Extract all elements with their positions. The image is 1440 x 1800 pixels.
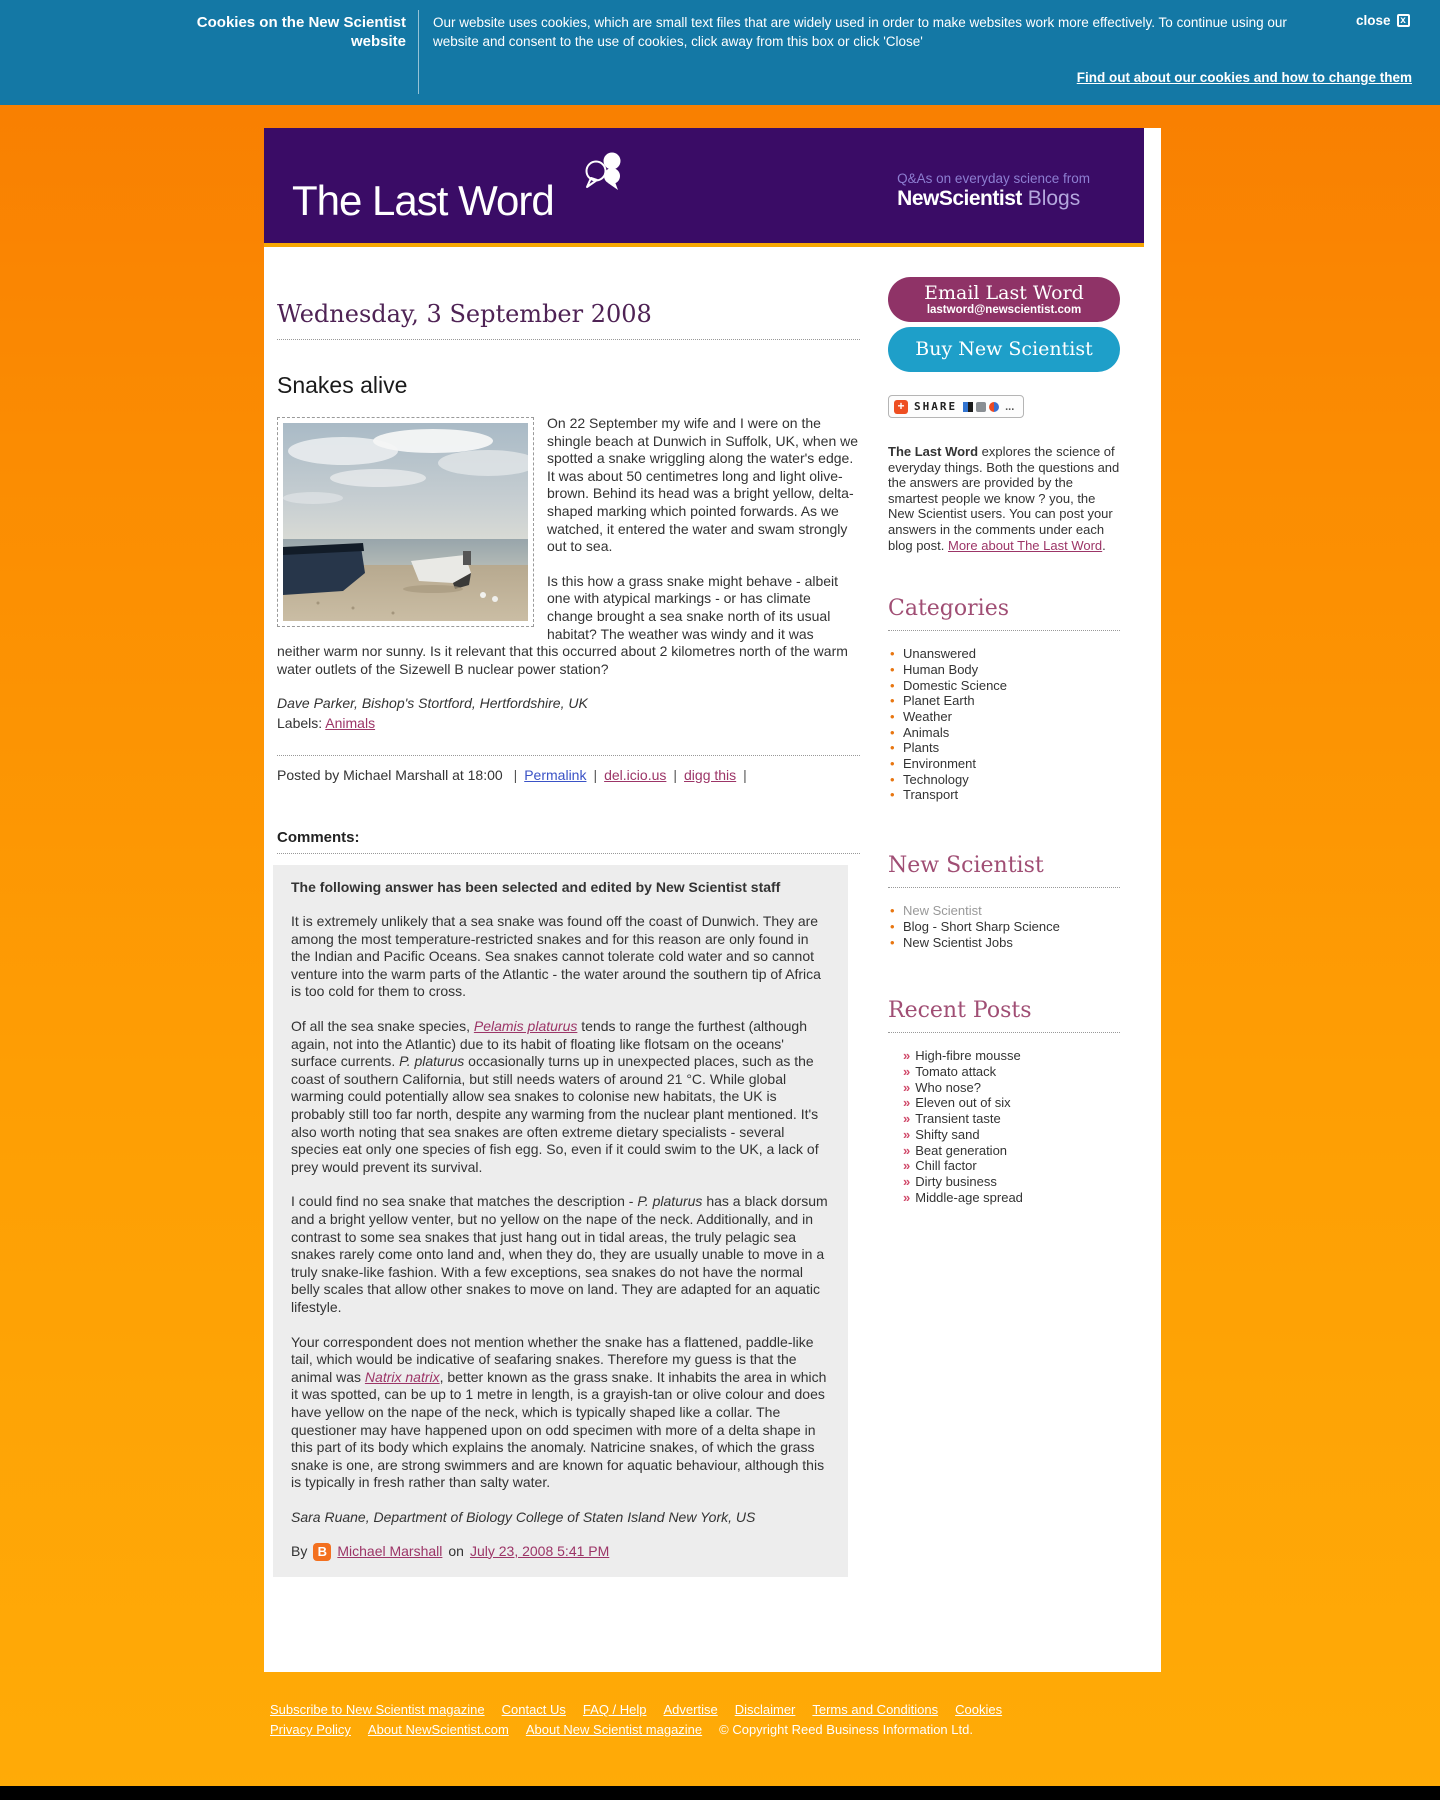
newscientist-item[interactable]: • Blog - Short Sharp Science bbox=[888, 919, 1120, 935]
post-action-link[interactable]: Permalink bbox=[524, 766, 587, 783]
chevron-icon: » bbox=[903, 1173, 911, 1189]
post-date-heading: Wednesday, 3 September 2008 bbox=[277, 300, 860, 340]
category-item[interactable]: • Environment bbox=[888, 756, 1120, 772]
footer-row2 bbox=[270, 1720, 1270, 1740]
byline-author-link[interactable]: Michael Marshall bbox=[337, 1542, 443, 1559]
cookie-banner bbox=[0, 0, 1440, 105]
bottom-black-bar bbox=[0, 1786, 1440, 1800]
comment-paragraph bbox=[291, 913, 830, 1001]
chevron-icon: » bbox=[903, 1142, 911, 1158]
chevron-icon: » bbox=[903, 1126, 911, 1142]
comment-body bbox=[291, 913, 830, 1492]
email-button-title: Email Last Word bbox=[924, 282, 1084, 304]
sidebar bbox=[888, 251, 1120, 1205]
newscientist-heading: New Scientist bbox=[888, 853, 1120, 888]
newscientist-logo: NewScientist bbox=[897, 187, 1022, 210]
comment-editor-note: The following answer has been selected and edited by New Scientist staff bbox=[291, 878, 781, 895]
text-segment: Your correspondent does not mention whether the snake has a flattened, paddle-like tail, which would be indicative of seafaring snakes. Therefore my guess is that the animal was bbox=[291, 1333, 814, 1385]
chevron-icon: » bbox=[903, 1048, 911, 1064]
recent-post-item[interactable] bbox=[888, 1143, 1120, 1159]
text-segment: occasionally turns up in unexpected places, such as the coast of southern California, but still needs waters of around 21 °C. While global warming could potentially allow sea snakes to colonise new habitats, the UK is probably still too far north, despite any warming from the nuclear plant mentioned. It's also worth noting that sea snakes are often extreme dietary specialists - several species eat only one species of fish egg. So, even if it could swim to the UK, a lack of prey would prevent its survival. bbox=[291, 1053, 819, 1175]
cookie-message: Our website uses cookies, which are small text files that are widely used in order to make websites work more effectively. To continue using our website and consent to the use of cookies, click away from this box or click 'Close' bbox=[433, 15, 1287, 49]
email-button-address: lastword@newscientist.com bbox=[926, 304, 1082, 316]
footer-link[interactable]: Terms and Conditions bbox=[812, 1702, 939, 1717]
recent-post-item[interactable] bbox=[888, 1158, 1120, 1174]
footer-link[interactable]: Subscribe to New Scientist magazine bbox=[270, 1702, 485, 1717]
category-item[interactable]: • Weather bbox=[888, 709, 1120, 725]
comment-paragraph bbox=[291, 1334, 830, 1492]
post-author: Dave Parker, Bishop's Stortford, Hertfordshire, UK bbox=[277, 695, 588, 712]
text-segment: Of all the sea snake species, bbox=[291, 1018, 474, 1035]
recent-post-item[interactable] bbox=[888, 1095, 1120, 1111]
italic-text: P. platurus bbox=[399, 1053, 465, 1070]
recent-post-label: Eleven out of six bbox=[915, 1095, 1011, 1111]
category-item[interactable]: • Animals bbox=[888, 725, 1120, 741]
cookie-close-label: close bbox=[1356, 13, 1391, 28]
footer-link[interactable]: Disclaimer bbox=[734, 1702, 796, 1717]
footer-link[interactable]: About NewScientist.com bbox=[367, 1722, 509, 1737]
text-segment: It is extremely unlikely that a sea snake was found off the coast of Dunwich. They are among the most temperature-restricted snakes and for this reason are only found in the Indian and Pacific Oceans. Sea snakes cannot tolerate cold water and so cannot venture into the warm parts of the Atlantic - the water around the southern tip of Africa is too cold for them to cross. bbox=[291, 913, 821, 1000]
recent-post-item[interactable] bbox=[888, 1080, 1120, 1096]
recent-post-item[interactable] bbox=[888, 1048, 1120, 1064]
category-item[interactable]: • Unanswered bbox=[888, 646, 1120, 662]
copyright-text: © Copyright Reed Business Information Ltd. bbox=[719, 1722, 973, 1737]
footer-link[interactable]: Privacy Policy bbox=[270, 1722, 351, 1737]
recent-post-label: Who nose? bbox=[915, 1079, 981, 1095]
comments-heading: Comments: bbox=[277, 829, 860, 854]
category-item[interactable]: • Human Body bbox=[888, 662, 1120, 678]
byline-date-link[interactable]: July 23, 2008 5:41 PM bbox=[469, 1542, 610, 1559]
cookie-find-out-link[interactable]: Find out about our cookies and how to change them bbox=[1076, 70, 1412, 85]
italic-text: P. platurus bbox=[637, 1193, 703, 1210]
masthead-tagline: Q&As on everyday science from bbox=[897, 171, 1090, 186]
post-labels bbox=[277, 715, 860, 733]
post-action-link[interactable]: del.icio.us bbox=[604, 766, 667, 783]
share-button[interactable] bbox=[888, 395, 1024, 418]
chevron-icon: » bbox=[903, 1111, 911, 1127]
recent-posts-heading: Recent Posts bbox=[888, 998, 1120, 1033]
category-item[interactable]: • Domestic Science bbox=[888, 678, 1120, 694]
recent-post-label: High-fibre mousse bbox=[915, 1048, 1021, 1064]
share-label: SHARE bbox=[914, 400, 958, 413]
cookie-close-button[interactable] bbox=[1356, 13, 1410, 28]
byline-by-label: By bbox=[291, 1542, 308, 1559]
categories-heading: Categories bbox=[888, 596, 1120, 631]
recent-post-label: Dirty business bbox=[915, 1173, 997, 1189]
recent-list bbox=[888, 1048, 1120, 1205]
about-text bbox=[888, 444, 1120, 553]
post-paragraph-2: Is this how a grass snake might behave - albeit one with atypical markings - or has climate change brought a sea snake north of its usual habitat? The weather was windy and it was neither warm nor sunny. Is it relevant that this occurred about 2 kilometres north of the warm water outlets of the Sizewell B nuclear power station? bbox=[277, 572, 848, 677]
buy-new-scientist-button[interactable]: Buy New Scientist bbox=[888, 327, 1120, 372]
email-last-word-button[interactable] bbox=[888, 277, 1120, 322]
chevron-icon: » bbox=[903, 1079, 911, 1095]
masthead-brand-block bbox=[897, 171, 1090, 211]
text-segment: I could find no sea snake that matches the description - bbox=[291, 1193, 638, 1210]
footer bbox=[270, 1700, 1270, 1740]
speech-bubbles-icon bbox=[582, 150, 628, 197]
cookie-banner-title: Cookies on the New Scientist website bbox=[196, 14, 406, 50]
comment-paragraph bbox=[291, 1018, 830, 1176]
label-link-animals[interactable]: Animals bbox=[325, 714, 376, 731]
post-paragraph-1: On 22 September my wife and I were on the shingle beach at Dunwich in Suffolk, UK, when we spotted a snake wriggling along the water's edge. It was about 50 centimetres long and light olive-brown. Behind its head was a bright yellow, delta-shaped marking which pointed forwards. As we watched, it entered the water and swam strongly out to sea. bbox=[547, 415, 859, 555]
text-segment: has a black dorsum and a bright yellow venter, but no yellow on the nape of the neck. Additionally, and in contrast to some sea snakes that just hang out in tidal areas, the truly pelagic sea snakes rarely come onto land and, when they do, they are usually unable to move in a truly snake-like fashion. With a few exceptions, sea snakes do not have the normal belly scales that allow other snakes to move on land. They are adapted for an aquatic lifestyle. bbox=[291, 1193, 828, 1315]
comment-box bbox=[273, 865, 848, 1577]
recent-post-label: Tomato attack bbox=[915, 1064, 997, 1079]
newscientist-item[interactable]: • New Scientist Jobs bbox=[888, 935, 1120, 951]
blogger-icon: B bbox=[313, 1543, 331, 1561]
text-segment: . bbox=[1102, 537, 1106, 553]
chevron-icon: » bbox=[903, 1064, 911, 1079]
comment-paragraph bbox=[291, 1193, 830, 1316]
blog-masthead bbox=[264, 128, 1144, 247]
footer-link[interactable]: Cookies bbox=[955, 1702, 1003, 1717]
beach-photo bbox=[283, 423, 528, 621]
footer-link[interactable]: Contact Us bbox=[501, 1702, 566, 1717]
text-segment: , better known as the grass snake. It inhabits the area in which it was spotted, can be up to 1 metre in length, is a grayish-tan or olive colour and does have yellow on the nape of the neck, which is typically shaped like a collar. The questioner may have happened upon on odd specimen with more of a delta shape in this part of its body which explains the anomaly. Natricine snakes, of which the grass snake is one, are strong swimmers and are known for aquatic behaviour, although this is typically in fresh rather than salty water. bbox=[291, 1368, 827, 1491]
recent-post-label: Shifty sand bbox=[915, 1126, 980, 1142]
category-item[interactable]: • Transport bbox=[888, 787, 1120, 803]
chevron-icon: » bbox=[903, 1095, 911, 1111]
cookie-divider bbox=[418, 10, 419, 94]
stumbleupon-icon bbox=[989, 402, 999, 412]
category-item[interactable]: • Planet Earth bbox=[888, 693, 1120, 709]
comment-signature: Sara Ruane, Department of Biology College of Staten Island New York, US bbox=[291, 1508, 756, 1525]
digg-icon bbox=[976, 402, 986, 412]
posted-by-line bbox=[277, 767, 860, 783]
blogs-logo-suffix: Blogs bbox=[1021, 187, 1081, 210]
post-action-link[interactable]: digg this bbox=[684, 766, 737, 783]
recent-post-item[interactable] bbox=[888, 1064, 1120, 1080]
inline-link[interactable]: More about The Last Word bbox=[948, 537, 1103, 553]
post-photo-frame bbox=[277, 417, 534, 627]
share-plus-icon: + bbox=[894, 400, 908, 414]
recent-post-item[interactable] bbox=[888, 1190, 1120, 1206]
separator: | bbox=[673, 766, 678, 783]
post-title: Snakes alive bbox=[277, 372, 408, 398]
category-item[interactable]: • Plants bbox=[888, 740, 1120, 756]
labels-label: Labels: bbox=[277, 714, 323, 731]
separator: | bbox=[593, 766, 598, 783]
recent-post-item[interactable] bbox=[888, 1127, 1120, 1143]
category-item[interactable]: • Technology bbox=[888, 772, 1120, 788]
recent-post-label: Transient taste bbox=[915, 1111, 1001, 1127]
recent-post-label: Middle-age spread bbox=[915, 1189, 1023, 1205]
chevron-icon: » bbox=[903, 1158, 911, 1174]
byline-on-label: on bbox=[448, 1542, 464, 1559]
post-body bbox=[277, 415, 860, 678]
footer-link[interactable]: Advertise bbox=[663, 1702, 718, 1717]
post-links bbox=[507, 767, 754, 783]
close-icon: x bbox=[1397, 14, 1410, 27]
chevron-icon: » bbox=[903, 1189, 911, 1205]
text-segment: explores the science of everyday things. Both the questions and the answers are provided by the smartest people we know ? you, the New Scientist users. You can post your answers in the comments under each blog post. bbox=[888, 444, 1120, 553]
divider bbox=[277, 755, 860, 756]
recent-post-item[interactable] bbox=[888, 1174, 1120, 1190]
share-more-ellipsis: ... bbox=[1005, 400, 1015, 413]
share-service-icons bbox=[963, 402, 999, 412]
newscientist-list bbox=[888, 903, 1120, 950]
footer-link[interactable]: FAQ / Help bbox=[582, 1702, 647, 1717]
footer-row1 bbox=[270, 1700, 1270, 1720]
categories-list bbox=[888, 646, 1120, 803]
inline-link[interactable]: Natrix natrix bbox=[364, 1368, 440, 1385]
comment-byline bbox=[291, 1543, 830, 1561]
inline-link[interactable]: Pelamis platurus bbox=[473, 1018, 578, 1035]
bold-text: The Last Word bbox=[888, 444, 979, 459]
page-column bbox=[264, 128, 1161, 1672]
text-segment: tends to range the furthest (although again, not into the Atlantic) due to its habit of floating like flotsam on the oceans' surface currents. bbox=[291, 1018, 807, 1070]
separator: | bbox=[743, 766, 747, 783]
footer-link[interactable]: About New Scientist magazine bbox=[525, 1722, 703, 1737]
recent-post-label: Beat generation bbox=[915, 1142, 1008, 1158]
main-column bbox=[277, 251, 860, 1577]
delicious-icon bbox=[963, 402, 973, 412]
posted-by-text: Posted by Michael Marshall at 18:00 bbox=[277, 766, 503, 783]
blog-title: The Last Word bbox=[292, 177, 554, 224]
newscientist-item[interactable]: • New Scientist bbox=[888, 903, 1120, 919]
separator: | bbox=[513, 766, 518, 783]
recent-post-label: Chill factor bbox=[915, 1158, 977, 1174]
recent-post-item[interactable] bbox=[888, 1111, 1120, 1127]
